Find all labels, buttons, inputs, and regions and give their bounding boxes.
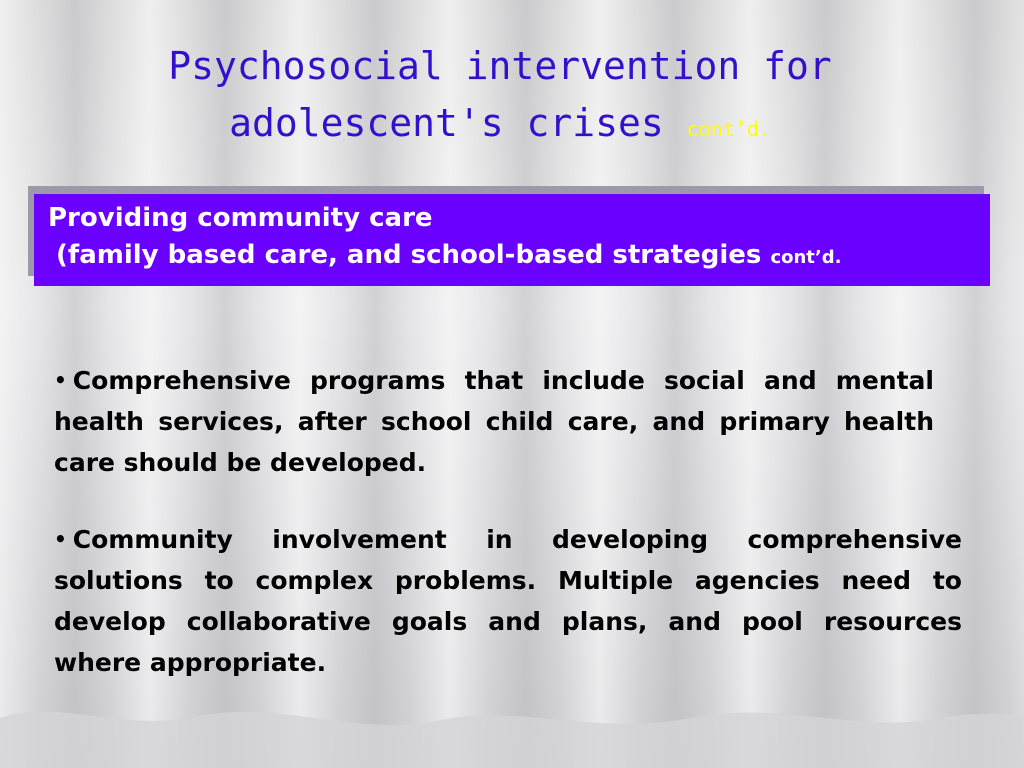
bullet-list	[54, 360, 962, 719]
bullet-icon: •	[54, 368, 67, 392]
bullet-item	[54, 360, 934, 483]
slide-title	[0, 38, 1000, 158]
heading-box	[34, 194, 990, 286]
bullet-item	[54, 519, 962, 683]
title-contd: cont’d.	[686, 117, 771, 141]
bullet-text: Comprehensive programs that include social and mental health services, after school child care, and primary health care should be developed.	[54, 366, 934, 477]
heading-box-contd: cont’d.	[770, 247, 842, 268]
heading-box-line-2	[48, 236, 976, 277]
heading-box-line-1: Providing community care	[48, 203, 433, 233]
heading-box-line-2-text: (family based care, and school-based strategies	[56, 240, 762, 270]
title-line-2	[0, 95, 1000, 158]
title-line-1: Psychosocial intervention for	[168, 44, 832, 88]
bullet-text: Community involvement in developing comprehensive solutions to complex problems. Multiple agencies need to develop collaborative goals and plans, and pool resources where appropriate.	[54, 525, 962, 677]
bullet-icon: •	[54, 527, 67, 551]
title-line-2-text: adolescent's crises	[229, 101, 664, 145]
